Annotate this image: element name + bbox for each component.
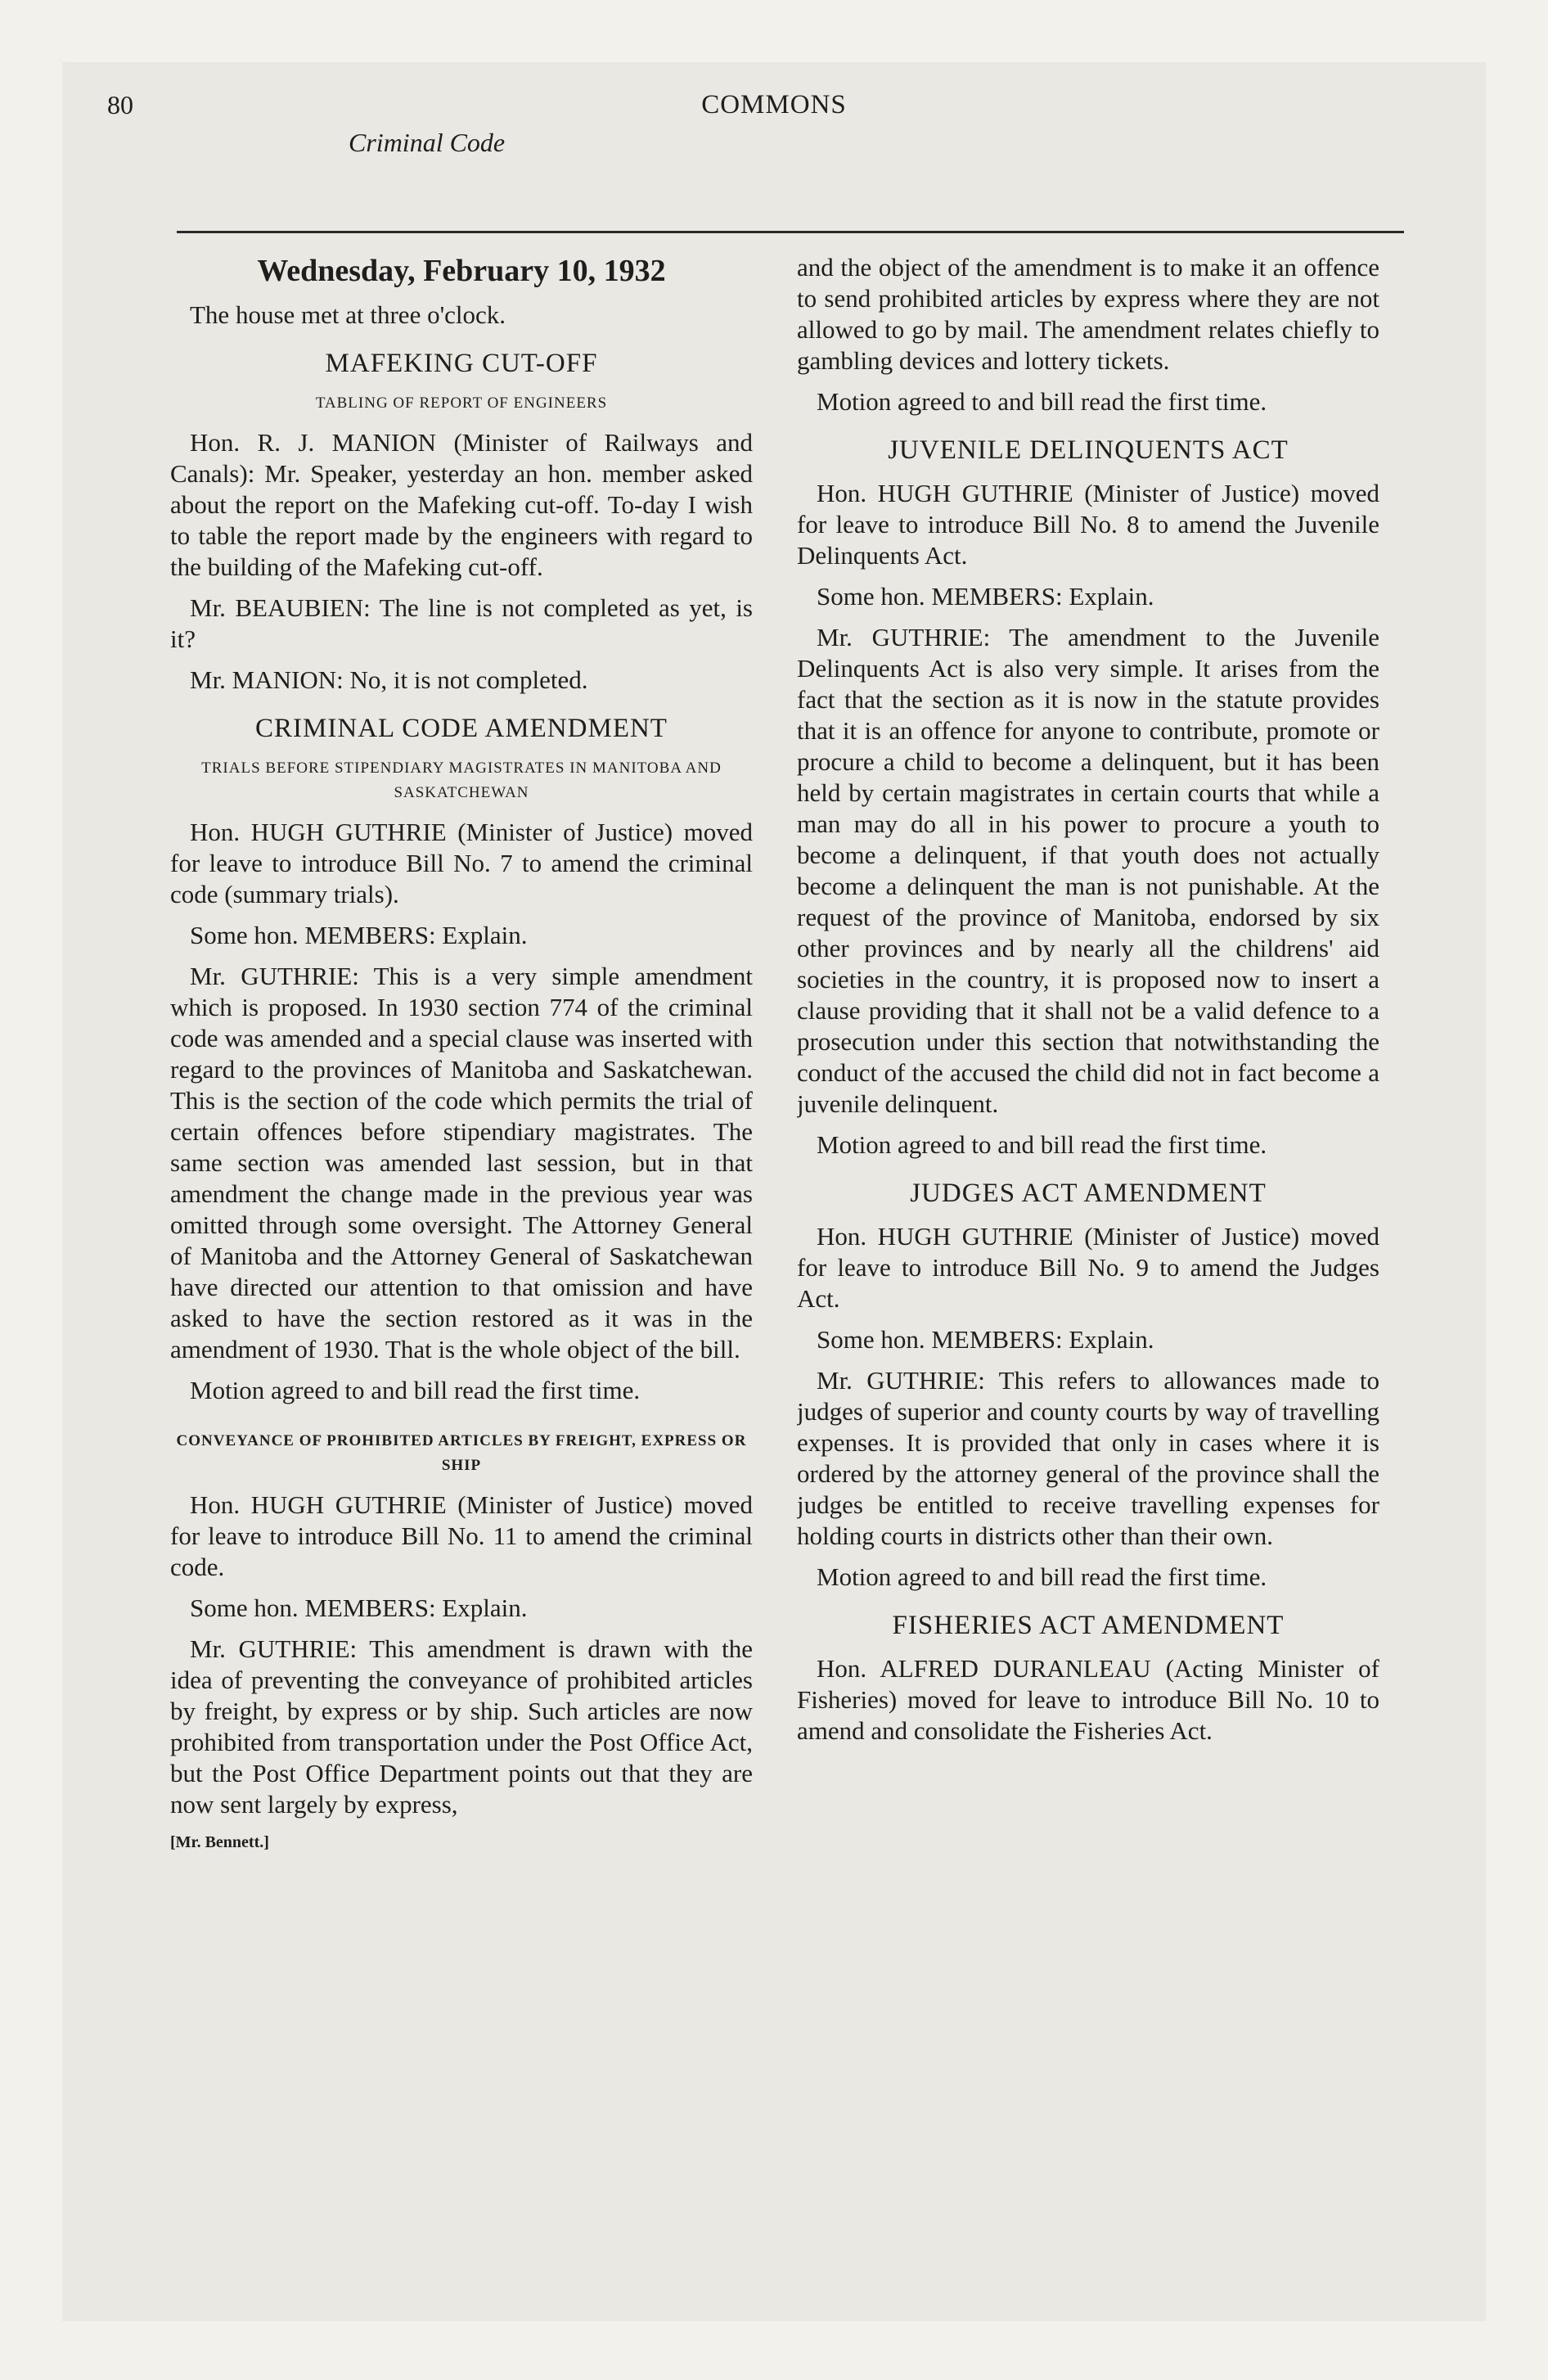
heading-judges: JUDGES ACT AMENDMENT bbox=[910, 1179, 1267, 1208]
page-number: 80 bbox=[107, 90, 133, 119]
paragraph-motion-1: Motion agreed to and bill read the first time. bbox=[190, 1376, 641, 1404]
sitting-date: Wednesday, February 10, 1932 bbox=[257, 254, 666, 288]
paragraph-guthrie-bill-9: Hon. HUGH GUTHRIE (Minister of Justice) moved for leave to introduce Bill No. 9 to amend the Judges Act. bbox=[797, 1222, 1379, 1313]
paragraph-guthrie-bill-11: Hon. HUGH GUTHRIE (Minister of Justice) moved for leave to introduce Bill No. 11 to amend the criminal code. bbox=[170, 1490, 753, 1581]
subheading-conveyance: CONVEYANCE OF PROHIBITED ARTICLES BY FREIGHT, EXPRESS OR SHIP bbox=[176, 1432, 747, 1474]
header-rule bbox=[177, 231, 1404, 233]
left-column bbox=[170, 252, 753, 2208]
subheading-tabling: TABLING OF REPORT OF ENGINEERS bbox=[315, 394, 608, 412]
running-head-title: COMMONS bbox=[701, 90, 847, 119]
paragraph-motion-2: Motion agreed to and bill read the first time. bbox=[817, 387, 1267, 416]
right-column bbox=[797, 252, 1379, 2208]
paragraph-guthrie-judges: Mr. GUTHRIE: This refers to allowances made to judges of superior and county courts by way of travelling expenses. It is provided that only in cases where it is ordered by the attorney general of the province shall the judges be entitled to receive travelling expenses for holding courts in districts other than their own. bbox=[797, 1366, 1379, 1550]
heading-mafeking: MAFEKING CUT-OFF bbox=[325, 349, 598, 378]
paragraph-guthrie-bill-7: Hon. HUGH GUTHRIE (Minister of Justice) moved for leave to introduce Bill No. 7 to amend the criminal code (summary trials). bbox=[170, 818, 753, 908]
paragraph-guthrie-juvenile: Mr. GUTHRIE: The amendment to the Juvenile Delinquents Act is also very simple. It arises from the fact that the section as it is now in the statute provides that it is an offence for anyone to contribute, promote or procure a child to become a delinquent, but it has been held by certain magistrates in certain courts that while a man may do all in his power to procure a youth to become a delinquent, if that youth does not actually become a delinquent the man is not punishable. At the request of the province of Manitoba, endorsed by six other provinces and by nearly all the childrens' aid societies in the country, it is proposed now to insert a clause providing that it shall not be a valid defence to a prosecution under this section that notwithstanding the conduct of the accused the child did not in fact become a juvenile delinquent. bbox=[797, 623, 1379, 1118]
paragraph-guthrie-bill-8: Hon. HUGH GUTHRIE (Minister of Justice) moved for leave to introduce Bill No. 8 to amend the Juvenile Delinquents Act. bbox=[797, 479, 1379, 570]
paragraph-beaubien: Mr. BEAUBIEN: The line is not completed as yet, is it? bbox=[170, 593, 753, 653]
paragraph-explain-4: Some hon. MEMBERS: Explain. bbox=[817, 1325, 1154, 1354]
heading-criminal-code: CRIMINAL CODE AMENDMENT bbox=[255, 714, 668, 743]
running-head-subtitle: Criminal Code bbox=[349, 128, 506, 157]
paragraph-motion-4: Motion agreed to and bill read the first time. bbox=[817, 1562, 1267, 1591]
paragraph-opening: The house met at three o'clock. bbox=[190, 300, 506, 329]
subheading-trials: TRIALS BEFORE STIPENDIARY MAGISTRATES IN MANITOBA AND SASKATCHEWAN bbox=[201, 760, 722, 801]
paragraph-explain-2: Some hon. MEMBERS: Explain. bbox=[190, 1593, 528, 1622]
paragraph-manion-reply: Mr. MANION: No, it is not completed. bbox=[190, 665, 588, 694]
paragraph-explain-1: Some hon. MEMBERS: Explain. bbox=[190, 921, 528, 949]
paragraph-manion-report: Hon. R. J. MANION (Minister of Railways and Canals): Mr. Speaker, yesterday an hon. member asked about the report on the Mafeking cut-off. To-day I wish to table the report made by the engineers with regard to the building of the Mafeking cut-off. bbox=[170, 428, 753, 581]
page-footer-speaker: [Mr. Bennett.] bbox=[170, 1833, 269, 1851]
paragraph-motion-3: Motion agreed to and bill read the first time. bbox=[817, 1130, 1267, 1159]
heading-juvenile: JUVENILE DELINQUENTS ACT bbox=[888, 435, 1289, 465]
paragraph-duranleau: Hon. ALFRED DURANLEAU (Acting Minister of Fisheries) moved for leave to introduce Bill No. 10 to amend and consolidate the Fisheries Act. bbox=[797, 1654, 1379, 1745]
heading-fisheries: FISHERIES ACT AMENDMENT bbox=[892, 1611, 1285, 1640]
paragraph-guthrie-simple: Mr. GUTHRIE: This is a very simple amendment which is proposed. In 1930 section 774 of the criminal code was amended and a special clause was inserted with regard to the provinces of Manitoba and Saskatchewan. This is the section of the code which permits the trial of certain offences before stipendiary magistrates. The same section was amended last session, but in that amendment the change made in the previous year was omitted through some oversight. The Attorney General of Manitoba and the Attorney General of Saskatchewan have directed our attention to that omission and have asked to have the section restored as it was in the amendment of 1930. That is the whole object of the bill. bbox=[170, 962, 753, 1364]
paragraph-continuation: and the object of the amendment is to make it an offence to send prohibited articles by express where they are not allowed to go by mail. The amendment relates chiefly to gambling devices and lottery tickets. bbox=[797, 253, 1379, 375]
paragraph-explain-3: Some hon. MEMBERS: Explain. bbox=[817, 582, 1154, 611]
paragraph-guthrie-drawn: Mr. GUTHRIE: This amendment is drawn with the idea of preventing the conveyance of prohibited articles by freight, by express or by ship. Such articles are now prohibited from transportation under the Post Office Act, but the Post Office Department points out that they are now sent largely by express, bbox=[170, 1634, 753, 1819]
